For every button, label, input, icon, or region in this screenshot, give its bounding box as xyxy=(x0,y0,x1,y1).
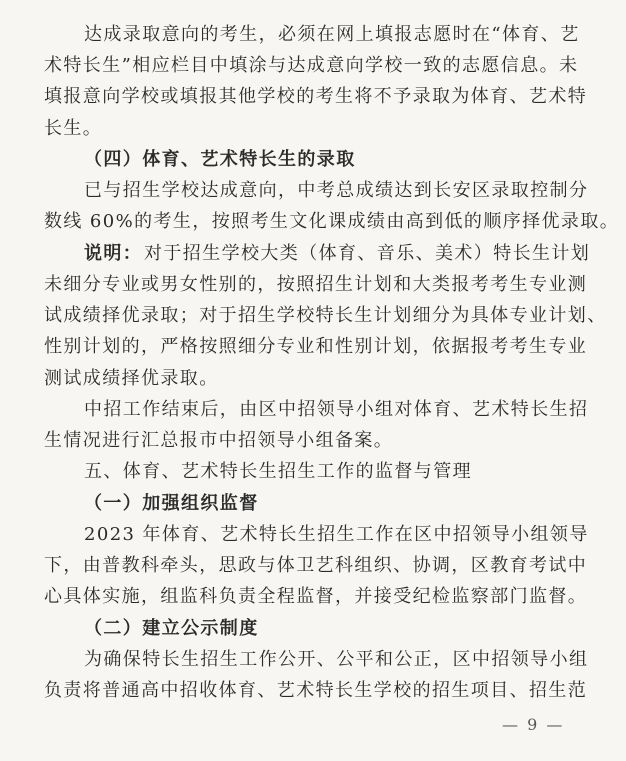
subsection-heading: （二）建立公示制度 xyxy=(84,617,259,639)
paragraph-line: 未细分专业或男女性别的，按照招生计划和大类报考考生专业测 xyxy=(44,273,588,295)
page-number: — 9 — xyxy=(502,715,565,734)
subsection-heading: （一）加强组织监督 xyxy=(84,492,259,514)
paragraph-line: 达成录取意向的考生，必须在网上填报志愿时在“体育、艺 xyxy=(84,24,580,45)
paragraph-line: 测试成绩择优录取。 xyxy=(44,367,219,389)
paragraph-line: 长生。 xyxy=(44,117,103,139)
paragraph-line: 生情况进行汇总报市中招领导小组备案。 xyxy=(44,430,394,452)
note-label: 说明： xyxy=(84,242,143,264)
paragraph-line: 负责将普通高中招收体育、艺术特长生学校的招生项目、招生范 xyxy=(44,680,588,701)
paragraph-line: 中招工作结束后，由区中招领导小组对体育、艺术特长生招 xyxy=(84,398,589,420)
paragraph-line: 下，由普教科牵头，思政与体卫艺科组织、协调，区教育考试中 xyxy=(44,555,588,577)
paragraph-line: 心具体实施，组监科负责全程监督，并接受纪检监察部门监督。 xyxy=(44,586,588,608)
paragraph-line: 性别计划的，严格按照细分专业和性别计划，依据报考考生专业 xyxy=(44,336,588,358)
paragraph-line: 术特长生”相应栏目中填涂与达成意向学校一致的志愿信息。未 xyxy=(44,55,579,77)
paragraph-line: 填报意向学校或填报其他学校的考生将不予录取为体育、艺术特 xyxy=(44,86,588,108)
paragraph-line: 2023 年体育、艺术特长生招生工作在区中招领导小组领导 xyxy=(84,523,589,545)
paragraph-line: 数线 60%的考生，按照考生文化课成绩由高到低的顺序择优录取。 xyxy=(44,211,620,233)
section-heading: 五、体育、艺术特长生招生工作的监督与管理 xyxy=(84,461,472,483)
section-heading: （四）体育、艺术特长生的录取 xyxy=(84,148,356,170)
paragraph-line: 对于招生学校大类（体育、音乐、美术）特长生计划 xyxy=(144,242,591,264)
paragraph-line: 已与招生学校达成意向，中考总成绩达到长安区录取控制分 xyxy=(84,180,589,202)
paragraph-line: 为确保特长生招生工作公开、公平和公正，区中招领导小组 xyxy=(84,648,589,670)
paragraph-line: 试成绩择优录取；对于招生学校特长生计划细分为具体专业计划、 xyxy=(44,305,607,327)
